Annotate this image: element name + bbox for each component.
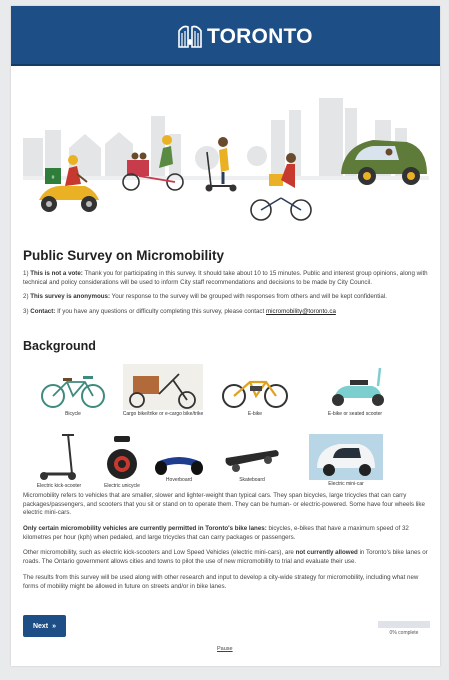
vehicle-e-bike: E-bike: [217, 370, 293, 417]
next-button[interactable]: Next »: [23, 615, 66, 637]
logo-text: TORONTO: [207, 24, 313, 48]
background-paragraph-3: Other micromobility, such as electric kick-scooters and Low Speed Vehicles (electric mini-cars), are not currently allowed in Toronto's bike lanes or roads. The Ontario government allows cities and towns to pilot the use of new micromobility to trial and evaluate their use.: [23, 549, 428, 565]
chevron-right-icon: »: [52, 622, 57, 630]
progress-bar: [378, 621, 430, 628]
progress-label: 0% complete: [389, 630, 419, 636]
vehicle-mini-car: Electric mini-car: [307, 434, 385, 487]
cargo-bike-icon: [123, 364, 203, 410]
vehicle-seated-scooter: E-bike or seated scooter: [311, 364, 399, 417]
seated-scooter-icon: [320, 364, 390, 410]
background-paragraph-1: Micromobility refers to vehicles that are smaller, slower and lighter-weight than typical cars. They span bicycles, large tricycles that can carry packages/passengers, and scooters that you sit or stand on to operate them. They can be human- or electric-powered. Some have four wheels like electric mini-cars.: [23, 492, 425, 517]
mini-car-icon: [309, 434, 383, 480]
background-paragraph-4: The results from this survey will be used along with other research and input to develop a city-wide strategy for micromobility, including what new forms of mobility might be allowed in future on streets and/or in bike lanes.: [23, 574, 419, 590]
city-logo: [177, 20, 313, 52]
hoverboard-icon: [153, 446, 205, 476]
background-paragraph-2: Only certain micromobility vehicles are currently permitted in Toronto's bike lanes: bicycles, e-bikes that have a maximum speed of 32 kilometres per hour (kph) when pedaled, and large tricycles that can carry packages or passengers.: [23, 525, 409, 541]
vehicle-unicycle: Electric unicycle: [97, 436, 147, 489]
bicycle-icon: [39, 370, 107, 410]
survey-card: [11, 6, 440, 666]
intro-item-2: 2) This survey is anonymous: Your response to the survey will be grouped with responses from others and will be kept confidential.: [23, 293, 387, 300]
unicycle-icon: [106, 436, 138, 482]
city-hall-logo-icon: [177, 23, 203, 49]
intro-item-1: 1) This is not a vote: Thank you for participating in this survey. It should take about 10 to 15 minutes. Public and interest group opinions, along with technical and policy considerations will be used to inform City staff recommendations and decisions to be made by City Council.: [23, 270, 428, 286]
vehicle-cargo-bike: Cargo bike/trike or e-cargo bike/trike: [119, 364, 207, 417]
intro-item-3: 3) Contact: If you have any questions or difficulty completing this survey, please contact micromobility@toronto.ca: [23, 308, 336, 315]
background-heading: Background: [23, 339, 96, 353]
vehicle-skateboard: Skateboard: [221, 446, 283, 483]
svg-text:#: #: [51, 175, 55, 181]
survey-title: Public Survey on Micromobility: [23, 248, 225, 263]
hero-illustration: [23, 90, 429, 226]
header-banner: [11, 6, 440, 66]
pause-link[interactable]: Pause: [217, 646, 233, 652]
vehicle-bicycle: Bicycle: [35, 370, 111, 417]
contact-email-link[interactable]: micromobility@toronto.ca: [265, 308, 336, 315]
skateboard-icon: [222, 446, 282, 476]
vehicle-hoverboard: Hoverboard: [151, 446, 207, 483]
e-bike-icon: [220, 370, 290, 410]
vehicle-kick-scooter: Electric kick-scooter: [29, 432, 89, 489]
kick-scooter-icon: [34, 432, 84, 482]
